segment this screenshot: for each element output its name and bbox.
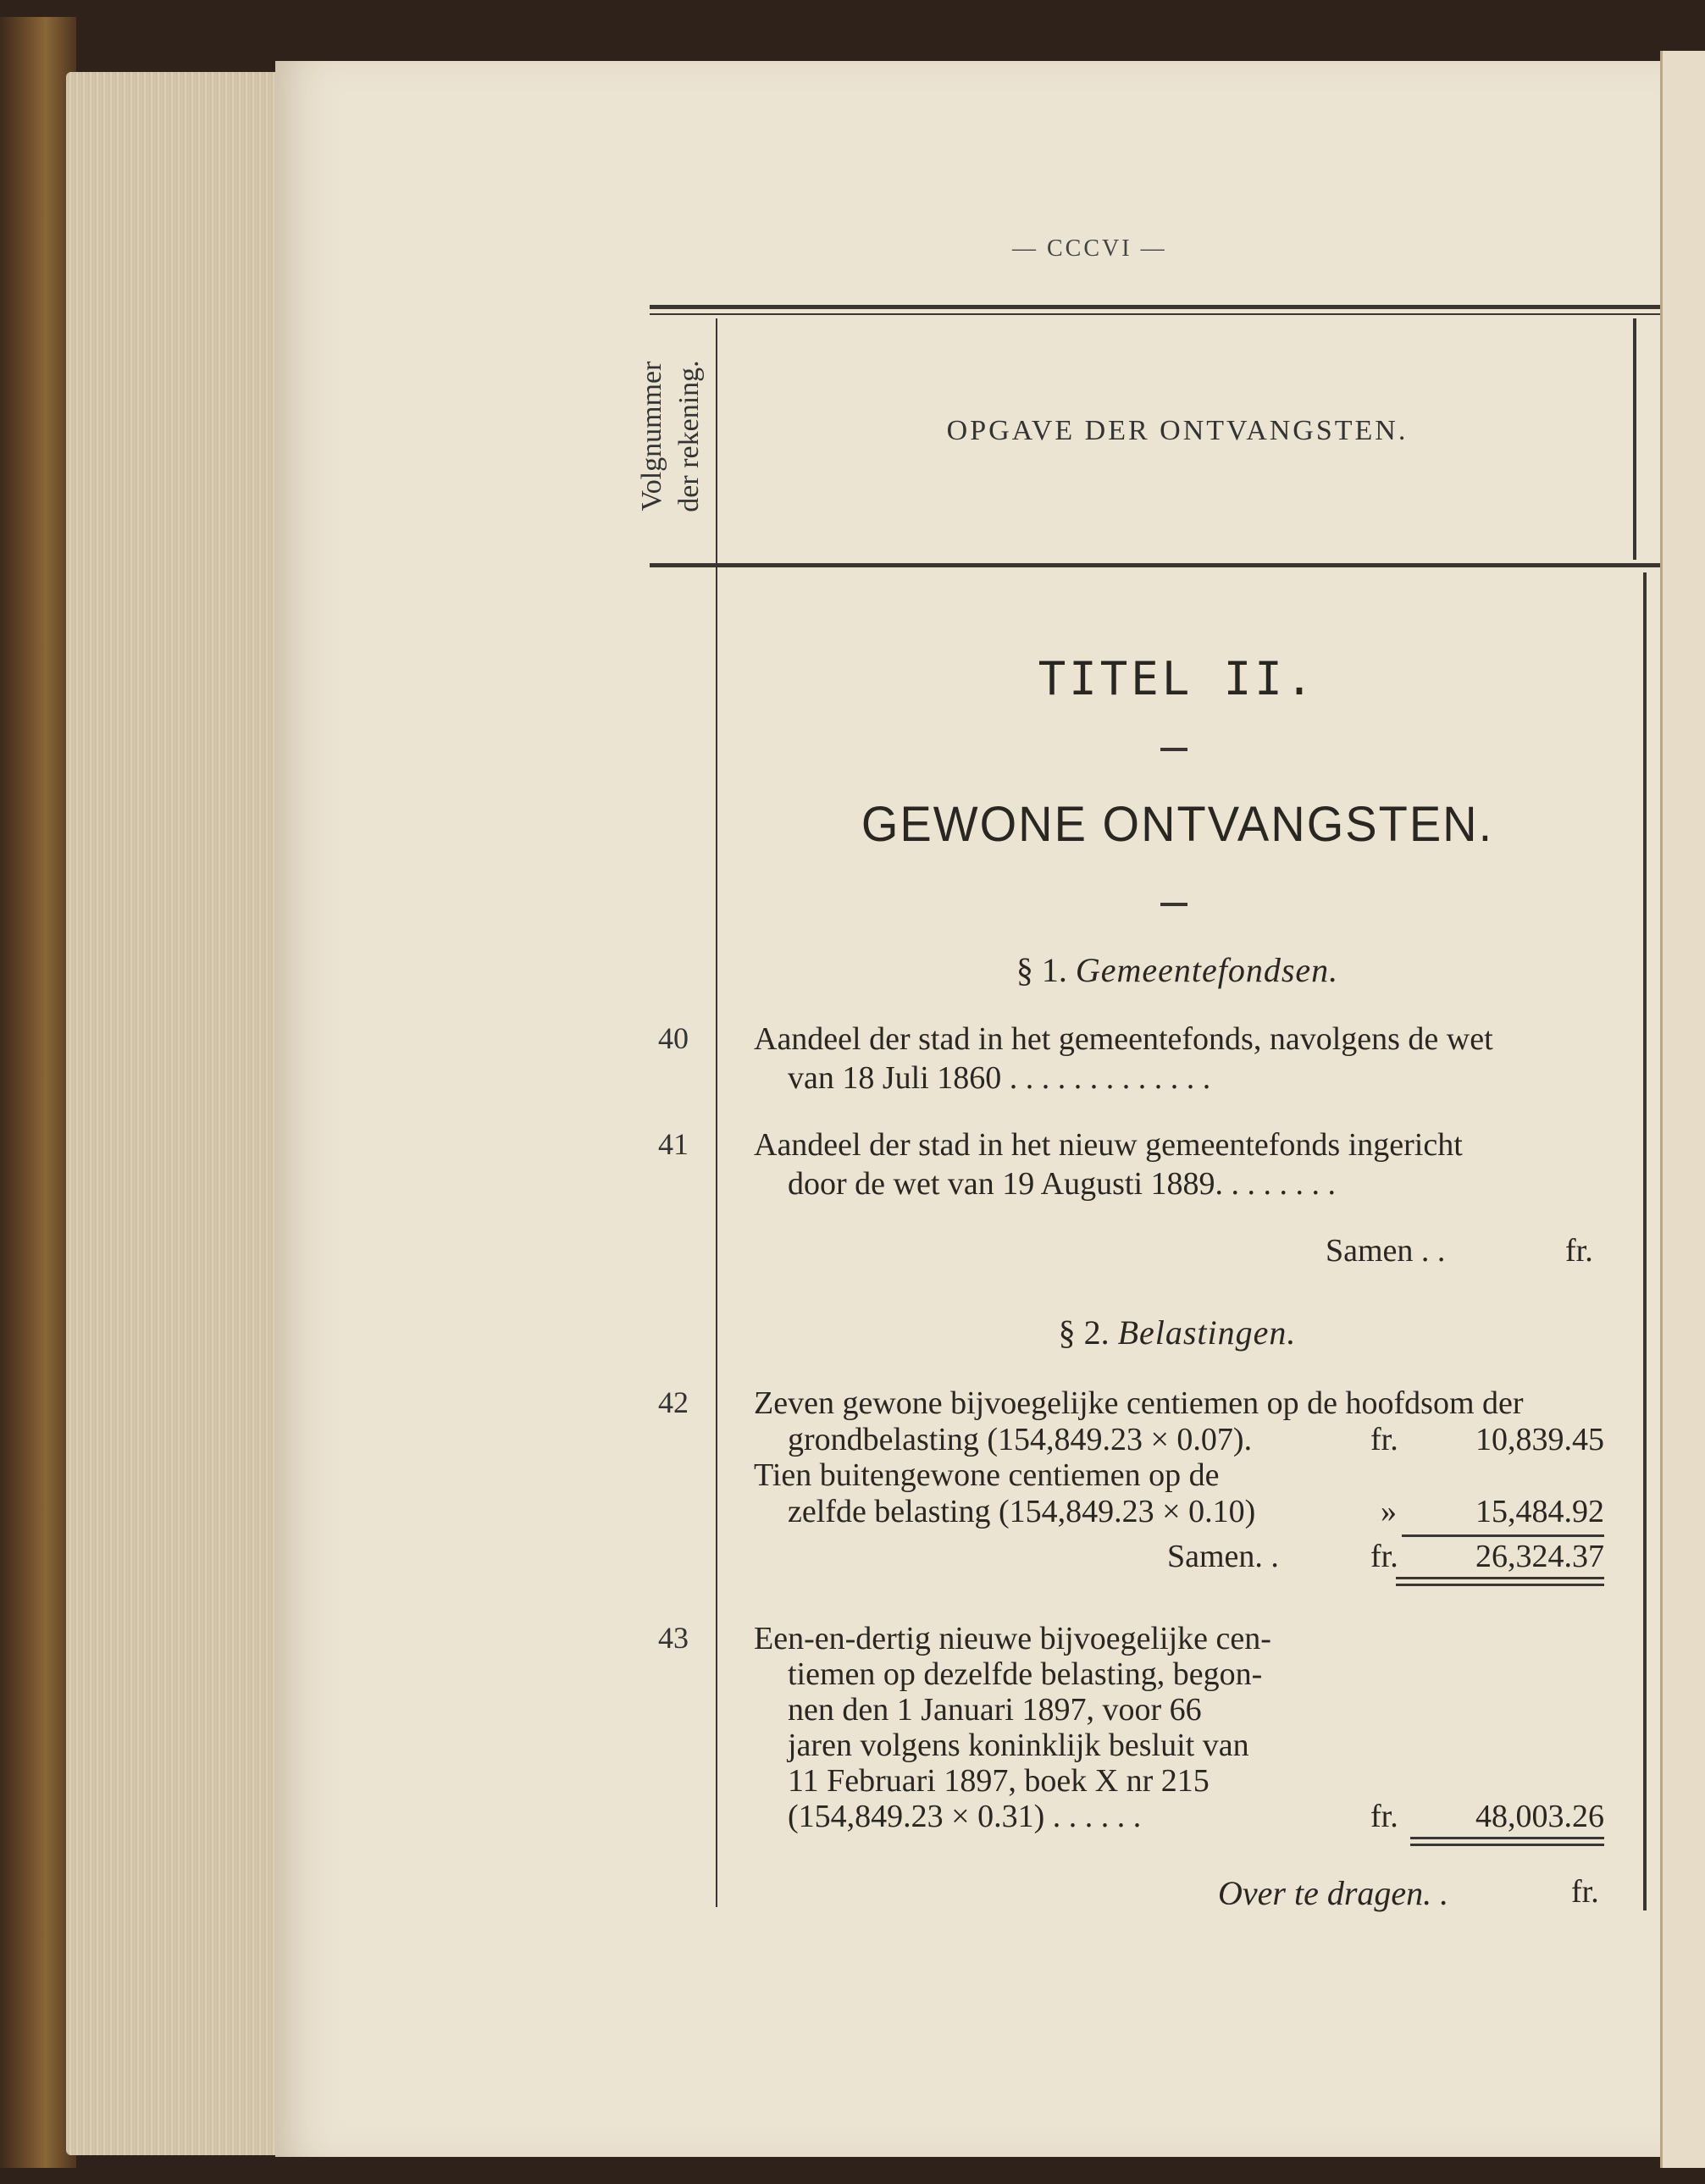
page-number: — CCCVI — [1012, 235, 1167, 262]
top-rule [650, 305, 1660, 309]
double-rule [1396, 1584, 1604, 1586]
entry-text: zelfde belasting (154,849.23 × 0.10) [788, 1494, 1256, 1529]
amount-value: 15,484.92 [1475, 1494, 1604, 1529]
entry-text: Een-en-dertig nieuwe bijvoegelijke cen- [754, 1621, 1271, 1656]
subtotal-unit: fr. [1565, 1233, 1593, 1269]
double-rule [1396, 1577, 1604, 1579]
subtotal-unit: fr. [1370, 1539, 1398, 1574]
entry-text: Tien buitengewone centiemen op de [754, 1457, 1220, 1493]
amount-unit: » [1381, 1494, 1397, 1529]
entry-text: Aandeel der stad in het gemeentefonds, navolgens de wet [754, 1021, 1493, 1057]
subtotal-value: 26,324.37 [1475, 1539, 1604, 1574]
separator-dash [1160, 748, 1187, 751]
entry-text: door de wet van 19 Augusti 1889. . . . . . . . [788, 1166, 1337, 1202]
entry-text: nen den 1 Januari 1897, voor 66 [788, 1692, 1202, 1728]
entry-text: 11 Februari 1897, boek X nr 215 [788, 1763, 1210, 1799]
titel: TITEL II. [1038, 652, 1317, 705]
subtotal-label: Samen. . [1167, 1539, 1279, 1574]
carry-forward-text: Over te dragen. . [1218, 1874, 1449, 1912]
sum-rule [1402, 1534, 1604, 1537]
section-1-heading [728, 950, 1626, 990]
section-title: Gemeentefondsen. [1075, 951, 1339, 989]
amount-value: 10,839.45 [1475, 1422, 1604, 1457]
page-stack [66, 72, 278, 2155]
entry-text: Zeven gewone bijvoegelijke centiemen op de hoofdsom der [754, 1385, 1524, 1421]
entry-number: 41 [658, 1127, 689, 1161]
double-rule [1410, 1837, 1604, 1839]
column-header [634, 318, 718, 555]
main-heading: GEWONE ONTVANGSTEN. [861, 795, 1494, 852]
amount-unit: fr. [1370, 1799, 1398, 1834]
entry-number: 43 [658, 1621, 689, 1655]
table-title: OPGAVE DER ONTVANGSTEN. [946, 415, 1409, 446]
entry-text: jaren volgens koninklijk besluit van [788, 1728, 1249, 1763]
entry-text: van 18 Juli 1860 . . . . . . . . . . . . . [788, 1060, 1211, 1096]
entry-text: tiemen op dezelfde belasting, begon- [788, 1656, 1263, 1692]
book-page [275, 61, 1660, 2157]
section-mark: § 2. [1058, 1313, 1110, 1352]
amount-value: 48,003.26 [1475, 1799, 1604, 1834]
entry-text: Aandeel der stad in het nieuw gemeentefonds ingericht [754, 1127, 1463, 1163]
double-rule [1410, 1844, 1604, 1846]
book-cover-edge [0, 17, 76, 2168]
entry-number: 42 [658, 1385, 689, 1419]
section-title: Belastingen. [1117, 1313, 1297, 1352]
entry-text: (154,849.23 × 0.31) . . . . . . [788, 1799, 1142, 1834]
section-mark: § 1. [1016, 951, 1067, 989]
next-page-edge [1660, 51, 1705, 2168]
header-bottom-rule [650, 563, 1660, 567]
entry-number: 40 [658, 1021, 689, 1055]
carry-forward-unit: fr. [1571, 1874, 1599, 1910]
entry-text: grondbelasting (154,849.23 × 0.07). [788, 1422, 1253, 1457]
top-rule-thin [650, 313, 1660, 315]
column-header-line1: Volgnummer [636, 361, 667, 511]
subtotal-label: Samen . . [1326, 1233, 1446, 1269]
carry-forward-label [1218, 1873, 1448, 1913]
column-header-line2: der rekening. [673, 360, 705, 512]
right-border-body [1643, 572, 1647, 1910]
separator-dash [1160, 903, 1187, 906]
number-column-divider [716, 318, 717, 1907]
section-2-heading [728, 1313, 1626, 1352]
amount-unit: fr. [1370, 1422, 1398, 1457]
right-border [1633, 318, 1636, 560]
